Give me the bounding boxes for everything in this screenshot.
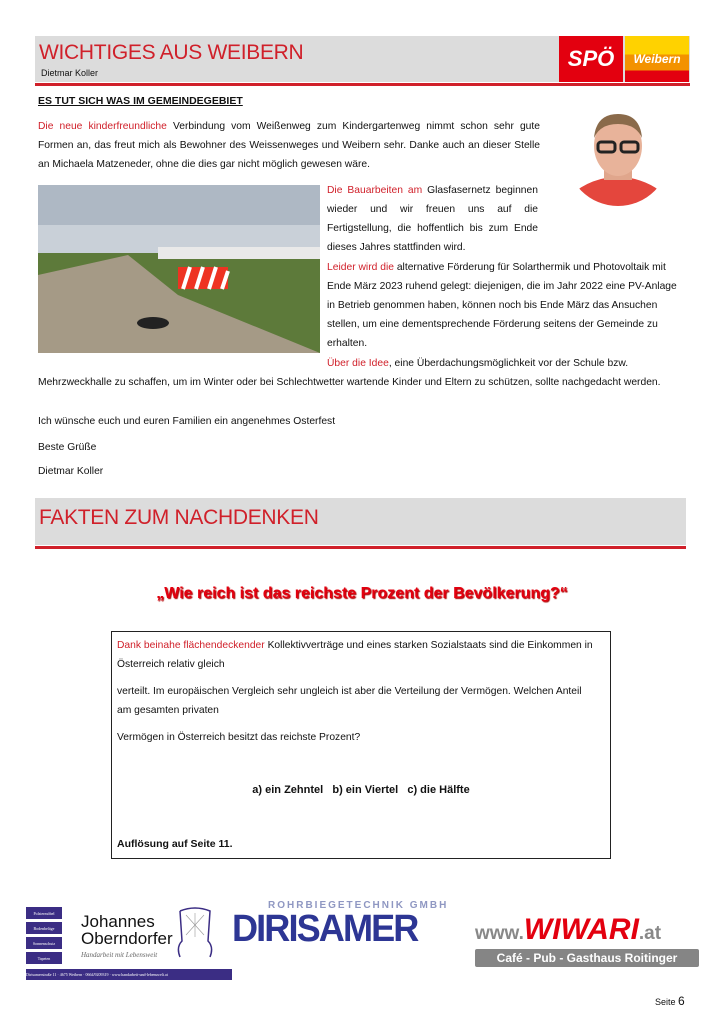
wish: Ich wünsche euch und euren Familien ein angenehmes Osterfest [38,416,336,427]
quiz-text-3: Vermögen in Österreich besitzt das reichste Prozent? [117,732,361,743]
weibern-logo: Weibern [625,36,689,82]
ad-url [475,913,661,947]
name1: Johannes [81,912,155,931]
ad-tagline: Café - Pub - Gasthaus Roitinger [475,949,699,967]
portrait-photo [548,102,688,206]
lead: Leider wird die [327,262,394,273]
paragraph-4-start [327,354,628,373]
paragraph-3 [327,258,679,353]
lead: Dank beinahe flächendeckender [117,640,265,651]
quiz-text-2: verteilt. Im europäischen Vergleich sehr ungleich ist aber die Verteilung der Vermögen. Welchen Anteil am gesamten privaten [117,686,582,716]
facts-title: FAKTEN ZUM NACHDENKEN [39,506,319,529]
armchair-icon [174,907,216,959]
ad-wiwari[interactable] [475,905,700,967]
signature: Dietmar Koller [38,466,104,477]
header-author: Dietmar Koller [41,68,99,78]
page-number-value: 6 [678,994,685,1008]
name2: Oberndorfer [81,929,173,948]
article-heading: ES TUT SICH WAS IM GEMEINDEGEBIET [38,95,243,107]
ad-address: Dirisamerstraße 11 · 4675 Weibern · 0664/9209319 · www.handarbeit-und-lebenswelt.at [26,969,232,980]
paragraph-4-cont: Mehrzweckhalle zu schaffen, um im Winter oder bei Schlechtwetter wartende Kinder und Eltern zu schützen, sollte nachgedacht werden. [38,377,661,388]
lead: Die neue kinderfreundliche [38,121,167,132]
paragraph-2 [327,181,538,257]
paragraph-1 [38,117,540,174]
text: Verbindung vom Weißenweg zum Kindergartenweg nimmt schon sehr gute Formen an, das freut mich als Bewohner des Weissenweges und Weibern sehr. Danke auch an dieser Stelle an Michaela Matzeneder, ohne die dies gar nicht möglich gewesen wäre. [38,121,540,170]
text: Kollektivverträge und eines starken Sozialstaats sind die Einkommen in Österreich relativ gleich [117,640,593,670]
page-label: Seite [655,997,676,1007]
ad-dirisamer[interactable] [232,900,464,955]
text: , eine Überdachungsmöglichkeit vor der Schule bzw. [388,358,629,369]
divider [35,83,690,86]
text: alternative Förderung für Solarthermik und Photovoltaik mit Ende März 2023 ruhend gelegt: diejenigen, die im Jahr 2022 eine PV-Anlage in Betrieb genommen haben, können noch bis Ende März das Ansuchen stellen, um eine dementsprechende Förderung seitens der Gemeinde zu erhalten. [327,262,677,349]
spo-logo: SPÖ [559,36,623,82]
header-band [35,36,556,82]
construction-photo [38,185,320,353]
name: WIWARI [523,913,639,946]
divider [35,546,686,549]
ad-button: Tapeten [26,952,62,964]
facts-band [35,498,686,545]
post: .at [638,923,662,944]
ad-button: Sonnenschutz [26,937,62,949]
lead: Über die Idee [327,358,389,369]
text: Glasfasernetz beginnen wieder und wir freuen uns auf die Fertigstellung, die hoffentlich bis zum Ende dieses Jahres stattfinden wird. [327,185,538,253]
quiz-text-1 [117,636,607,674]
ad-tagline: Handarbeit mit Lebensweit [81,951,158,959]
ad-button: Bodenbeläge [26,922,62,934]
quiz-options: a) ein Zehntel b) ein Viertel c) die Hälfte [252,784,470,796]
quiz-box [111,631,611,859]
page-title: WICHTIGES AUS WEIBERN [39,41,304,64]
facts-question: „Wie reich ist das reichste Prozent der Bevölkerung?“ [156,585,568,602]
ad-subtitle: ROHRBIEGETECHNIK GMBH [268,900,449,911]
ad-button: Polstermöbel [26,907,62,919]
quiz-solution: Auflösung auf Seite 11. [117,838,233,850]
ad-name [81,913,173,947]
lead: Die Bauarbeiten am [327,185,423,196]
page-number [655,994,685,1008]
ad-oberndorfer[interactable] [26,905,232,983]
ad-brand: DIRISAMER [232,908,418,950]
pre: www. [475,923,524,944]
greeting: Beste Grüße [38,442,97,453]
